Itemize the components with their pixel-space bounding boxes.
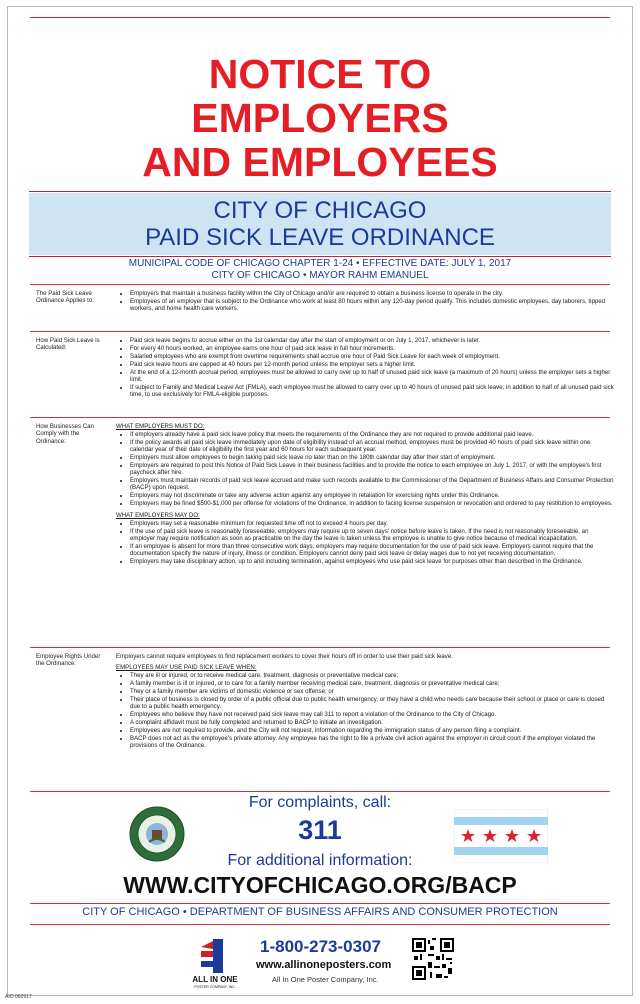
ordinance-banner <box>29 193 611 255</box>
additional-info-label: For additional information: <box>227 852 413 869</box>
list-item: • Employers are required to post this Notice of Paid Sick Leave in their business facilities and to provide the notice to each employee on July 1, 2017, or with the employee's first paycheck after hire. <box>130 462 614 477</box>
list-item: • Employers may be fined $500-$1,000 per offense for violations of the Ordinance, in addition to facing license suspension or revocation and ordered to pay restitution to employees. <box>130 500 614 507</box>
section-body <box>116 423 614 566</box>
qr-code-icon[interactable] <box>412 938 454 980</box>
banner-top-rule <box>29 191 611 192</box>
complaints-label: For complaints, call: <box>248 794 392 811</box>
bacp-url[interactable]: WWW.CITYOFCHICAGO.ORG/BACP <box>123 872 517 898</box>
list-item: • If the use of paid sick leave is reasonably foreseeable, employers may require up to seven days' notice before leave is taken. If the need is not reasonably foreseeable, an employer may require notification as soon as practicable on the day the leave is taken unless the employee is unable to give notice because of medical incapacitation. <box>130 528 614 543</box>
footer-phone[interactable]: 1-800-273-0307 <box>260 937 381 956</box>
list-item: • If an employee is absent for more than three consecutive work days, employers may require documentation for the use of paid sick leave. Employers cannot require that the documentation specify the nature of injury, illness or condition. Employers cannot deny paid sick leave or delay wages due to not yet receiving documentation. <box>130 543 614 558</box>
list-item: • If the policy awards all paid sick leave immediately upon date of eligibility instead of an accrual method, employees must be provided 40 hours of paid sick leave within one calendar year of their date of eligibility the first year and 60 hours for each subsequent year. <box>130 439 614 454</box>
headline-line-2: EMPLOYERS <box>191 95 449 141</box>
list-item: • Employers that maintain a business facility within the City of Chicago and/or are required to obtain a business license to operate in the city. <box>130 290 614 297</box>
divider <box>30 647 610 648</box>
divider <box>30 284 610 285</box>
list-item: • Employers may not discriminate or take any adverse action against any employee in retaliation for exercising rights under this Ordinance. <box>130 492 614 499</box>
municipal-code-line: MUNICIPAL CODE OF CHICAGO CHAPTER 1-24 • EFFECTIVE DATE: JULY 1, 2017 <box>128 258 512 269</box>
section-label: How Paid Sick Leave is Calculated: <box>36 337 100 352</box>
section-label: The Paid Sick Leave Ordinance Applies to: <box>36 290 94 305</box>
poster-code: AIO 062917 <box>5 994 32 1000</box>
divider <box>30 417 610 418</box>
list-item: • BACP does not act as the employee's private attorney. Any employee has the right to file a private civil action against the employer in circuit court if the employer violated the provisions of the Ordinance. <box>130 735 614 750</box>
city-seal-icon <box>129 806 185 862</box>
divider <box>30 903 610 904</box>
divider <box>30 924 610 925</box>
divider <box>30 331 610 332</box>
list-item: • Employers must allow employees to begin taking paid sick leave no later than on the 180th calendar day after their start of employment. <box>130 454 614 461</box>
rights-heading: EMPLOYEES MAY USE PAID SICK LEAVE WHEN: <box>116 664 257 672</box>
list-item: • Paid sick leave begins to accrue either on the 1st calendar day after the start of employment or on July 1, 2017, whichever is later. <box>130 337 614 344</box>
list-item: • They are ill or injured, or to receive medical care, treatment, diagnosis or preventative medical care; <box>130 672 614 679</box>
section-body <box>116 337 614 399</box>
list-item: • If employers already have a paid sick leave policy that meets the requirements of the Ordinance they are not required to provide additional paid leave. <box>130 431 614 438</box>
notice-headline <box>0 52 640 184</box>
list-item: • For every 40 hours worked, an employee earns one hour of paid sick leave in full hour increments. <box>130 345 614 352</box>
list-item: • Employees who believe they have not received paid sick leave may call 311 to report a violation of the Ordinance to the City of Chicago. <box>130 711 614 718</box>
may-heading: WHAT EMPLOYERS MAY DO: <box>116 512 200 520</box>
must-heading: WHAT EMPLOYERS MUST DO: <box>116 423 205 430</box>
banner-line-2: PAID SICK LEAVE ORDINANCE <box>145 224 495 251</box>
list-item: • A complaint affidavit must be fully completed and returned to BACP to initiate an investigation. <box>130 719 614 726</box>
logo-text: ALL IN ONE <box>192 975 238 984</box>
banner-line-1: CITY OF CHICAGO <box>213 197 427 224</box>
department-line: CITY OF CHICAGO • DEPARTMENT OF BUSINESS AFFAIRS AND CONSUMER PROTECTION <box>82 906 558 918</box>
banner-bottom-rule <box>29 256 611 257</box>
list-item: • If subject to Family and Medical Leave Act (FMLA), each employee must be allowed to carry over up to 40 hours of unused paid sick leave, in addition to half of all unused paid sick time, to use exclusively for FMLA-eligible purposes. <box>130 384 614 399</box>
list-item: • Salaried employees who are exempt from overtime requirements shall accrue one hour of Paid Sick Leave for each week of employment. <box>130 353 614 360</box>
section-label: How Businesses Can Comply with the Ordinance: <box>36 423 94 445</box>
chicago-flag-icon <box>454 809 548 863</box>
logo-subtext: POSTER COMPANY, INC. <box>194 985 236 989</box>
footer-website[interactable]: www.allinoneposters.com <box>256 959 392 971</box>
divider <box>30 791 610 792</box>
complaints-number: 311 <box>298 815 342 845</box>
rights-intro: Employers cannot require employees to find replacement workers to cover their hours off in order to use their paid sick leave. <box>116 653 453 660</box>
list-item: • Their place of business is closed by order of a public official due to public health emergency, or they have a child who needs care because their school or place or care is closed due to a public health emergency. <box>130 696 614 711</box>
list-item: • Employers must maintain records of paid sick leave accrued and make such records available to the Commissioner of the Department of Business Affairs and Consumer Protection (BACP) upon request. <box>130 477 614 492</box>
list-item: • A family member is ill or injured, or to care for a family member receiving medical care, treatment, diagnosis or preventative medical care; <box>130 680 614 687</box>
list-item: • Paid sick leave hours are capped at 40 hours per 12-month period unless the employer sets a higher limit. <box>130 361 614 368</box>
section-body <box>116 653 614 750</box>
section-label: Employee Rights Under the Ordinance: <box>36 653 101 668</box>
footer-company: All In One Poster Company, Inc. <box>272 975 379 984</box>
list-item: • Employees are not required to provide, and the City will not request, information regarding the immigration status of any person filing a complaint. <box>130 727 614 734</box>
list-item: • Employers may set a reasonable minimum for requested time off not to exceed 4 hours per day. <box>130 520 614 527</box>
list-item: • At the end of a 12-month accrual period, employees must be allowed to carry over up to half of unused paid sick leave (a maximum of 20 hours) unless the employer sets a higher limit. <box>130 369 614 384</box>
mayor-line: CITY OF CHICAGO • MAYOR RAHM EMANUEL <box>211 270 429 281</box>
list-item: • Employees of an employer that is subject to the Ordinance who work at least 80 hours within any 120-day period qualify. This includes domestic employees, day laborers, tipped workers, and home health care workers. <box>130 298 614 313</box>
section-body <box>116 290 614 313</box>
list-item: • Employers may take disciplinary action, up to and including termination, against employees who use paid sick leave for purposes other than described in the Ordinance. <box>130 558 614 565</box>
headline-line-3: AND EMPLOYEES <box>142 139 498 185</box>
headline-line-1: NOTICE TO <box>208 51 432 97</box>
top-rule <box>30 17 610 18</box>
list-item: • They or a family member are victims of domestic violence or sex offense; or <box>130 688 614 695</box>
